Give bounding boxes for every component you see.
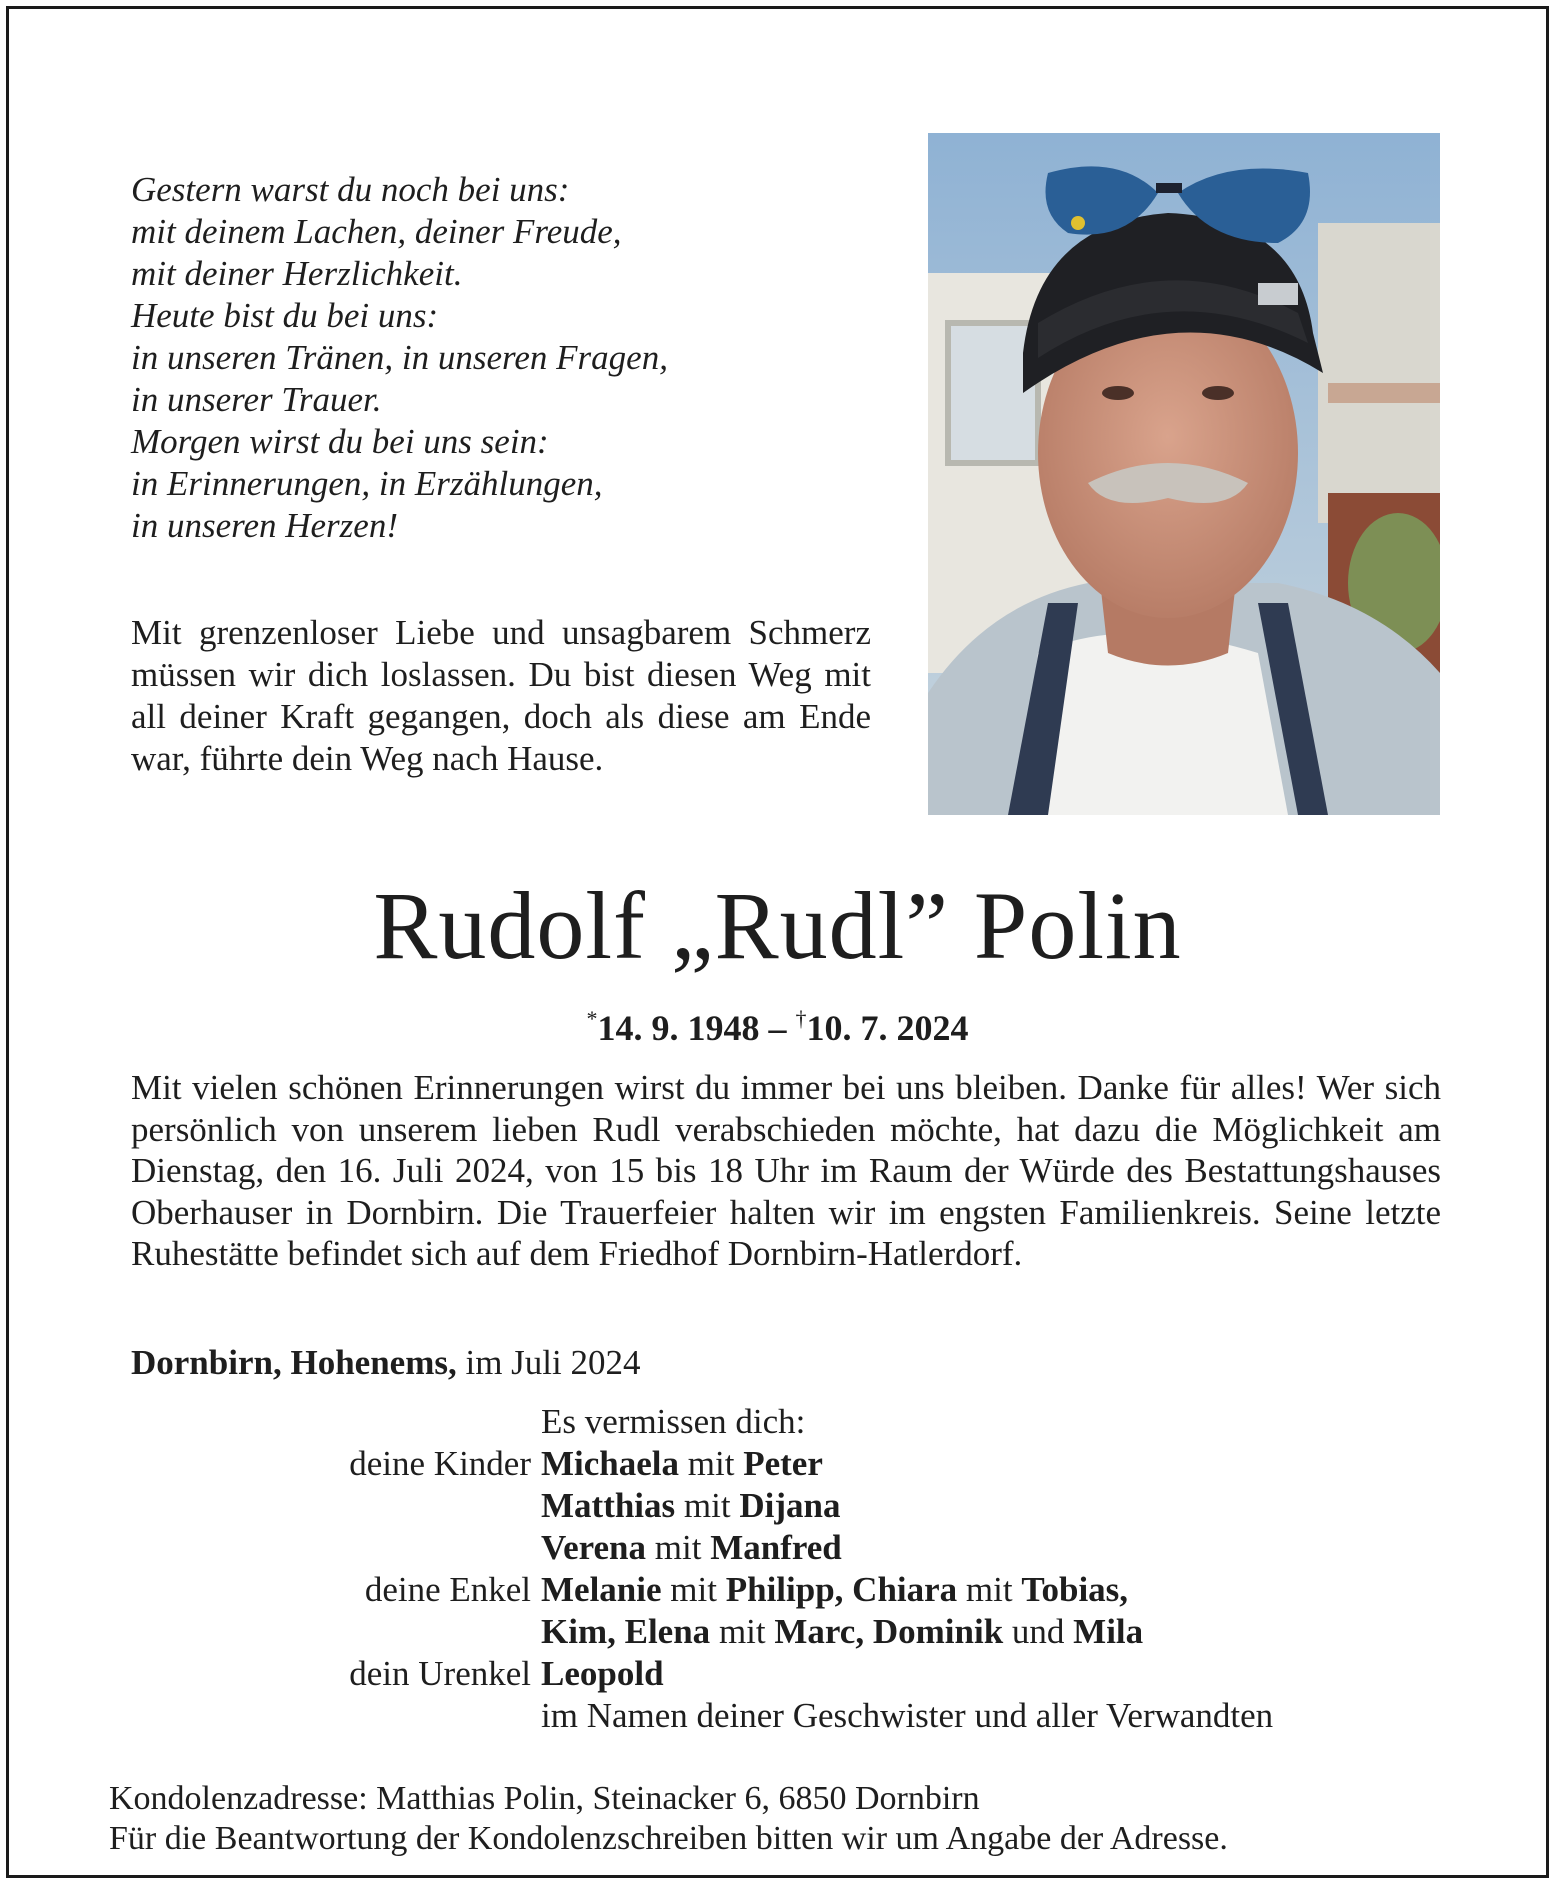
mourners-heading: Es vermissen dich: — [541, 1402, 806, 1441]
poem-line: mit deiner Herzlichkeit. — [131, 254, 463, 293]
poem-line: in unserer Trauer. — [131, 380, 382, 419]
body-paragraph: Mit vielen schönen Erinnerungen wirst du immer bei uns bleiben. Danke für alles! Wer sich persönlich von unserem lieben Rudl verabschieden möchte, hat dazu die Möglichkeit am Dienstag, den 16. Juli 2024, von 15 bis 18 Uhr im Raum der Würde des Bestattungshauses Oberhauser in Dornbirn. Die Trauerfeier halten wir im engsten Familienkreis. Seine letzte Ruhestätte befindet sich auf dem Friedhof Dornbirn-Hatlerdorf. — [131, 1068, 1441, 1273]
places: Dornbirn, Hohenems, — [131, 1343, 457, 1382]
poem-line: mit deinem Lachen, deiner Freude, — [131, 212, 622, 251]
poem-line: in unseren Herzen! — [131, 506, 398, 545]
condolence-note: Für die Beantwortung der Kondolenzschreiben bitten wir um Angabe der Adresse. — [109, 1820, 1228, 1857]
poem-line: in unseren Tränen, in unseren Fragen, — [131, 338, 668, 377]
greatgrandchild-label: dein Urenkel — [349, 1654, 531, 1693]
child-entry: Michaela mit Peter — [541, 1444, 823, 1483]
poem-line: in Erinnerungen, in Erzählungen, — [131, 464, 603, 503]
poem-line: Morgen wirst du bei uns sein: — [131, 422, 549, 461]
poem-line: Heute bist du bei uns: — [131, 296, 439, 335]
place-and-date — [131, 1342, 1031, 1384]
obituary-notice — [6, 6, 1549, 1878]
deceased-name: Rudolf „Rudl” Polin — [373, 872, 1182, 979]
life-dates — [9, 999, 1546, 1048]
grandchildren-entry: Kim, Elena mit Marc, Dominik und Mila — [541, 1612, 1144, 1651]
mourners-list — [9, 1401, 1449, 1737]
intro-paragraph: Mit grenzenloser Liebe und unsagbarem Schmerz müssen wir dich loslassen. Du bist diesen Weg mit all deiner Kraft gegangen, doch als diese am Ende war, führte dein Weg nach Hause. — [131, 613, 871, 778]
greatgrandchild-entry: Leopold — [541, 1654, 664, 1693]
date-separator: – — [759, 1008, 796, 1048]
child-entry: Matthias mit Dijana — [541, 1486, 841, 1525]
poem — [131, 169, 851, 547]
month-year: im Juli 2024 — [456, 1343, 641, 1382]
condolence-address: Kondolenzadresse: Matthias Polin, Steinacker 6, 6850 Dornbirn — [109, 1780, 980, 1817]
birth-symbol: * — [586, 1006, 598, 1031]
grandchildren-entry: Melanie mit Philipp, Chiara mit Tobias, — [541, 1570, 1129, 1609]
children-label: deine Kinder — [349, 1444, 531, 1483]
child-entry: Verena mit Manfred — [541, 1528, 842, 1567]
birth-date: 14. 9. 1948 — [597, 1008, 760, 1048]
condolence-footer — [109, 1779, 1469, 1859]
grandchildren-label: deine Enkel — [364, 1570, 531, 1609]
death-date: 10. 7. 2024 — [806, 1008, 969, 1048]
death-symbol: † — [795, 1006, 807, 1031]
portrait-photo — [928, 133, 1440, 815]
poem-line: Gestern warst du noch bei uns: — [131, 170, 570, 209]
closing-line: im Namen deiner Geschwister und aller Verwandten — [541, 1696, 1274, 1735]
